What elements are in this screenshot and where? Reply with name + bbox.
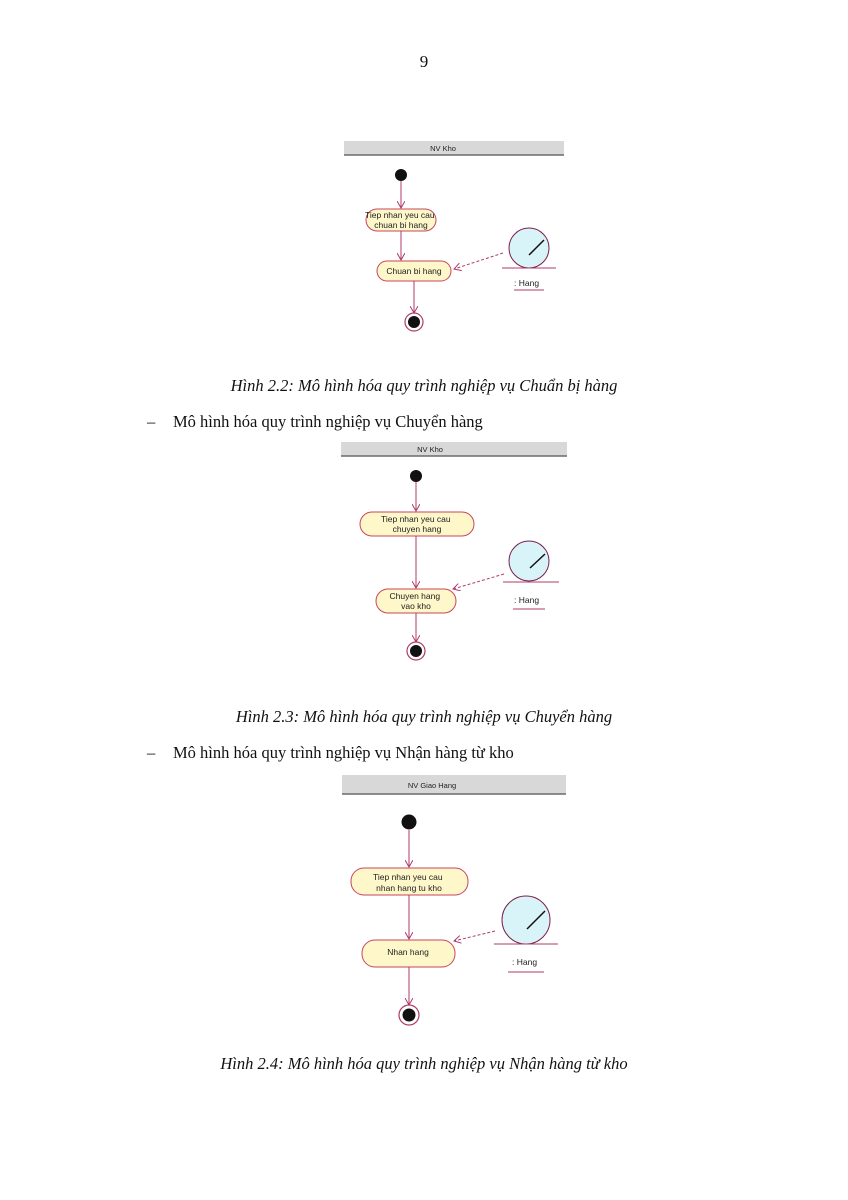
end-node <box>405 313 423 331</box>
figure-caption: Hình 2.4: Mô hình hóa quy trình nghiệp vụ Nhận hàng từ kho <box>220 1054 628 1073</box>
action-label: chuan bi hang <box>374 220 428 230</box>
action-label: vao kho <box>401 601 431 611</box>
bullet-text: Mô hình hóa quy trình nghiệp vụ Nhận hàng từ kho <box>173 743 514 762</box>
object-node-hang <box>502 228 556 290</box>
swimlane-title: NV Giao Hang <box>407 781 457 790</box>
bullet-item <box>147 412 483 432</box>
action-label: chuyen hang <box>392 524 442 534</box>
activity-diagram-receive-goods <box>342 774 570 1036</box>
activity-diagram-transfer-goods <box>341 441 571 666</box>
end-node <box>399 1005 419 1025</box>
swimlane-header <box>341 442 567 456</box>
bullet-text: Mô hình hóa quy trình nghiệp vụ Chuyển hàng <box>173 412 483 431</box>
action-transfer-goods <box>376 589 456 613</box>
action-label: Chuan bi hang <box>386 266 442 276</box>
action-label: Tiep nhan yeu cau <box>365 210 435 220</box>
action-prepare-goods <box>377 261 451 281</box>
object-label: : Hang <box>514 595 540 605</box>
start-node <box>395 169 407 181</box>
swimlane-title: NV Kho <box>417 445 443 454</box>
swimlane-header <box>342 775 566 794</box>
action-label: Tiep nhan yeu cau <box>373 872 443 882</box>
figure-caption: Hình 2.2: Mô hình hóa quy trình nghiệp vụ Chuẩn bị hàng <box>230 376 618 395</box>
start-node <box>410 470 422 482</box>
action-receive-request <box>351 868 468 895</box>
end-node <box>407 642 425 660</box>
swimlane-title: NV Kho <box>430 144 456 153</box>
object-node-hang <box>503 541 559 609</box>
action-receive-request <box>365 209 437 231</box>
object-label: : Hang <box>512 957 538 967</box>
activity-diagram-prepare-goods <box>344 140 566 340</box>
svg-text:Tiep nhan yeu cau nhan <box>373 872 445 893</box>
action-receive-request <box>360 512 474 536</box>
action-label: nhan hang tu kho <box>376 883 442 893</box>
figure-caption: Hình 2.3: Mô hình hóa quy trình nghiệp vụ Chuyển hàng <box>235 707 613 726</box>
object-flow-arrow <box>454 253 503 269</box>
object-flow-arrow <box>453 574 504 589</box>
bullet-dash: – <box>147 412 156 431</box>
object-node-hang <box>494 896 558 972</box>
action-label: Nhan hang <box>387 947 429 957</box>
page-number: 9 <box>419 52 429 71</box>
start-node <box>402 815 417 830</box>
bullet-dash: – <box>147 743 156 762</box>
action-label: Tiep nhan yeu cau <box>381 514 451 524</box>
action-label: Chuyen hang <box>389 591 441 601</box>
object-label: : Hang <box>514 278 540 288</box>
svg-text:Tiep nhan yeu cau chua <box>365 210 437 230</box>
swimlane-header <box>344 141 564 155</box>
action-receive-goods <box>362 940 455 967</box>
bullet-item <box>147 743 514 763</box>
object-flow-arrow <box>454 931 495 941</box>
